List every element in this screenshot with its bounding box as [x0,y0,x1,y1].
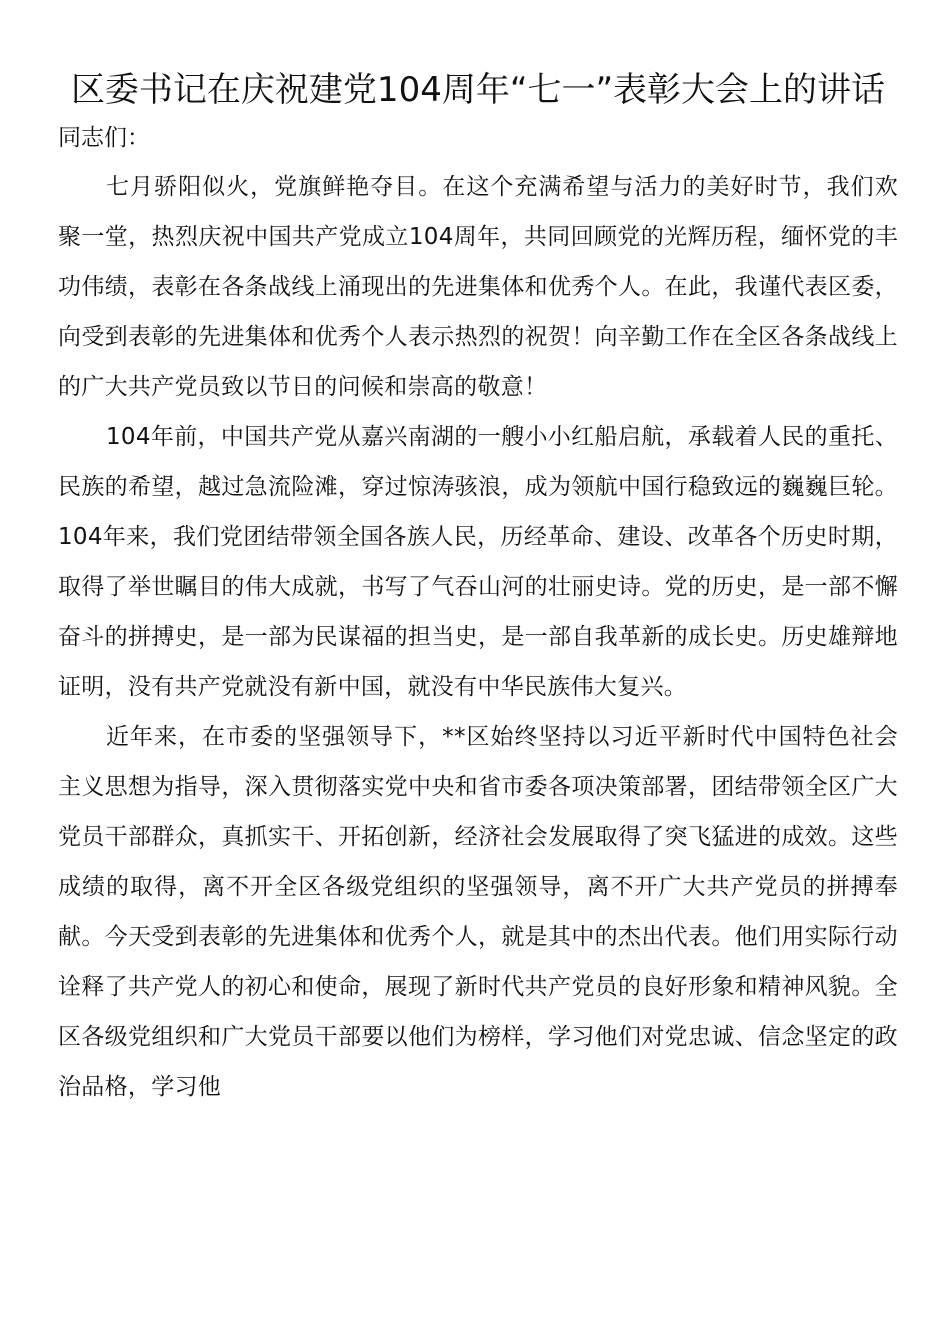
document-page [58,66,898,1112]
paragraph-1: 七月骄阳似火，党旗鲜艳夺目。在这个充满希望与活力的美好时节，我们欢聚一堂，热烈庆祝中国共产党成立104周年，共同回顾党的光辉历程，缅怀党的丰功伟绩，表彰在各条战线上涌现出的先进集体和优秀个人。在此，我谨代表区委，向受到表彰的先进集体和优秀个人表示热烈的祝贺！向辛勤工作在全区各条战线上的广大共产党员致以节日的问候和崇高的敬意！ [58,174,898,400]
paragraph-2: 104年前，中国共产党从嘉兴南湖的一艘小小红船启航，承载着人民的重托、民族的希望，越过急流险滩，穿过惊涛骇浪，成为领航中国行稳致远的巍巍巨轮。104年来，我们党团结带领全国各族人民，历经革命、建设、改革各个历史时期，取得了举世瞩目的伟大成就，书写了气吞山河的壮丽史诗。党的历史，是一部不懈奋斗的拼搏史，是一部为民谋福的担当史，是一部自我革新的成长史。历史雄辩地证明，没有共产党就没有新中国，就没有中华民族伟大复兴。 [58,424,898,700]
salutation: 同志们： [58,125,150,151]
paragraph-3: 近年来，在市委的坚强领导下，**区始终坚持以习近平新时代中国特色社会主义思想为指导，深入贯彻落实党中央和省市委各项决策部署，团结带领全区广大党员干部群众，真抓实干、开拓创新，经济社会发展取得了突飞猛进的成效。这些成绩的取得，离不开全区各级党组织的坚强领导，离不开广大共产党员的拼搏奉献。今天受到表彰的先进集体和优秀个人，就是其中的杰出代表。他们用实际行动诠释了共产党人的初心和使命，展现了新时代共产党员的良好形象和精神风貌。全区各级党组织和广大党员干部要以他们为榜样，学习他们对党忠诚、信念坚定的政治品格，学习他 [58,724,898,1100]
document-title: 区委书记在庆祝建党104周年“七一”表彰大会上的讲话 [70,70,886,110]
